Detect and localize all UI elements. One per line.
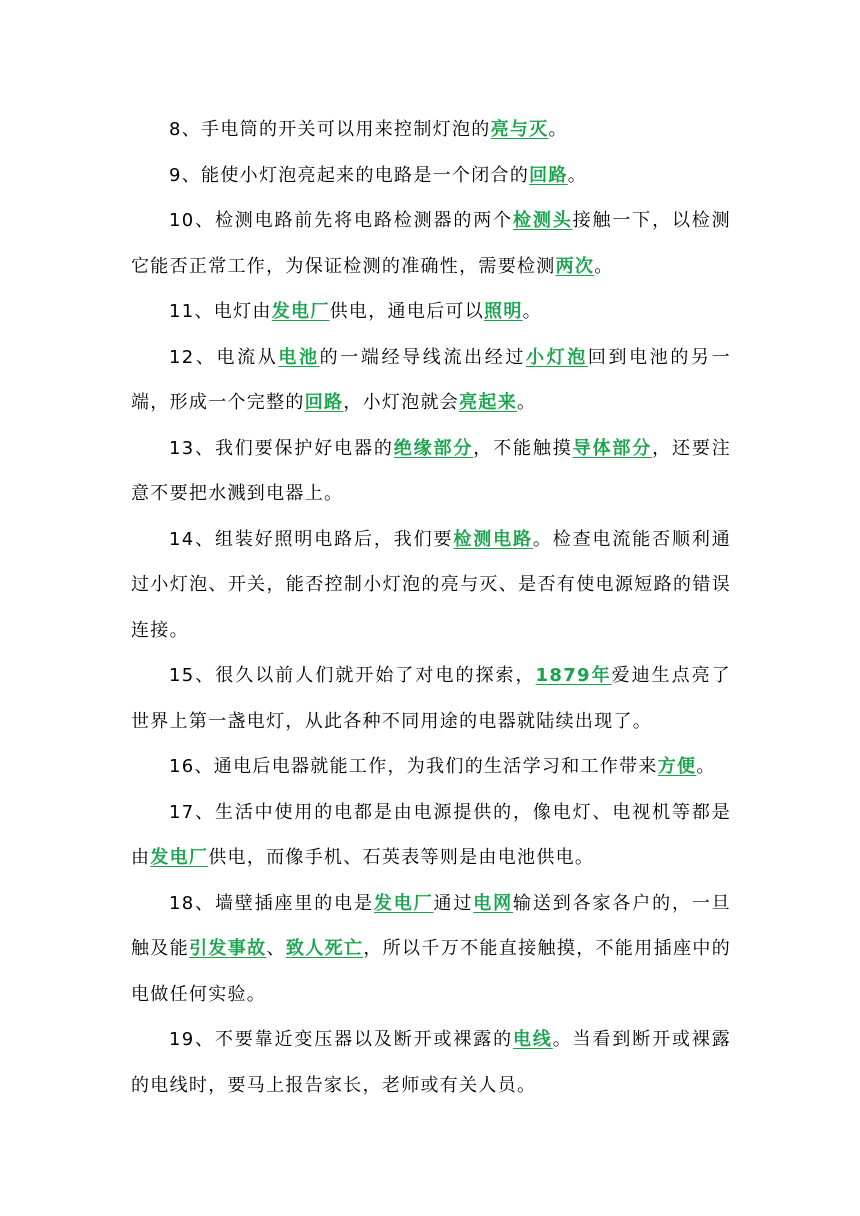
paragraph: [131, 198, 731, 289]
highlighted-answer: 电池: [278, 346, 320, 368]
text-segment: 10、检测电路前先将电路检测器的两个: [169, 210, 513, 231]
text-segment: ，小灯泡就会: [343, 392, 460, 413]
text-segment: 。: [567, 164, 588, 186]
text-segment: 。: [696, 756, 716, 777]
text-segment: 。: [548, 119, 568, 140]
text-segment: 接触一下，以检测它能否正常工作，为保证检测的准确性，需要检测: [131, 210, 731, 277]
text-segment: 通过: [433, 892, 474, 914]
highlighted-answer: 发电厂: [373, 892, 434, 914]
paragraph: [131, 653, 731, 744]
highlighted-answer: 两次: [555, 255, 595, 277]
paragraph: [131, 289, 731, 335]
text-segment: 、: [266, 938, 286, 959]
paragraph: [131, 517, 731, 654]
highlighted-answer: 检测头: [512, 210, 573, 231]
text-segment: 19、不要靠近变压器以及断开或裸露的: [169, 1029, 513, 1050]
text-segment: 11、电灯由: [169, 301, 272, 322]
highlighted-answer: 亮起来: [459, 392, 518, 413]
paragraph: [131, 107, 731, 153]
highlighted-answer: 小灯泡: [525, 346, 588, 368]
highlighted-answer: 导体部分: [572, 437, 653, 459]
text-segment: 9、能使小灯泡亮起来的电路是一个闭合的: [169, 164, 530, 186]
highlighted-answer: 回路: [529, 164, 568, 186]
highlighted-answer: 引发事故: [189, 938, 267, 959]
paragraph: [131, 335, 731, 426]
paragraph: [131, 744, 731, 790]
text-segment: 供电，通电后可以: [329, 301, 485, 322]
highlighted-answer: 绝缘部分: [393, 437, 474, 459]
text-segment: 17、生活中使用的电都是由电源提供的，像电灯、电视机等都是由: [131, 801, 731, 868]
text-segment: 14、组装好照明电路后，我们要: [169, 528, 454, 550]
text-segment: ，不能触摸: [473, 437, 573, 459]
paragraph: [131, 790, 731, 881]
text-segment: 。: [517, 392, 537, 413]
paragraph: [131, 426, 731, 517]
highlighted-answer: 1879年: [535, 665, 612, 686]
highlighted-answer: 亮与灭: [490, 119, 549, 140]
text-segment: 。: [594, 255, 614, 277]
highlighted-answer: 致人死亡: [285, 938, 364, 959]
text-segment: 输送到各家各户的，一旦触及能: [131, 892, 731, 959]
paragraph: [131, 1017, 731, 1108]
text-segment: 12、电流从: [169, 346, 279, 368]
highlighted-answer: 发电厂: [150, 847, 209, 868]
text-segment: ，还要注意不要把水溅到电器上。: [131, 437, 732, 504]
highlighted-answer: 电网: [473, 892, 513, 914]
text-segment: 13、我们要保护好电器的: [169, 437, 394, 459]
text-segment: 回到电池的另一端，形成一个完整的: [131, 346, 731, 413]
paragraph: [131, 881, 731, 1018]
text-segment: 18、墙壁插座里的电是: [169, 892, 374, 914]
text-segment: 。: [522, 301, 542, 322]
text-segment: 的一端经导线流出经过: [319, 346, 526, 368]
document-body: [131, 107, 731, 1108]
text-segment: ，所以千万不能直接触摸，不能用插座中的电做任何实验。: [131, 938, 732, 1005]
highlighted-answer: 方便: [657, 756, 697, 777]
highlighted-answer: 检测电路: [453, 528, 533, 550]
text-segment: 8、手电筒的开关可以用来控制灯泡的: [169, 119, 491, 140]
highlighted-answer: 照明: [484, 301, 523, 322]
highlighted-answer: 回路: [304, 392, 344, 413]
highlighted-answer: 发电厂: [271, 301, 330, 322]
text-segment: 16、通电后电器就能工作，为我们的生活学习和工作带来: [169, 756, 658, 777]
highlighted-answer: 电线: [512, 1029, 553, 1050]
paragraph: [131, 153, 731, 199]
text-segment: 15、很久以前人们就开始了对电的探索，: [169, 665, 536, 686]
text-segment: 供电，而像手机、石英表等则是由电池供电。: [208, 847, 595, 868]
text-segment: 。检查电流能否顺利通过小灯泡、开关，能否控制小灯泡的亮与灭、是否有使电源短路的错误连接。: [131, 528, 732, 641]
text-segment: 。当看到断开或裸露的电线时，要马上报告家长，老师或有关人员。: [131, 1029, 731, 1096]
text-segment: 爱迪生点亮了世界上第一盏电灯，从此各种不同用途的电器就陆续出现了。: [131, 665, 731, 732]
